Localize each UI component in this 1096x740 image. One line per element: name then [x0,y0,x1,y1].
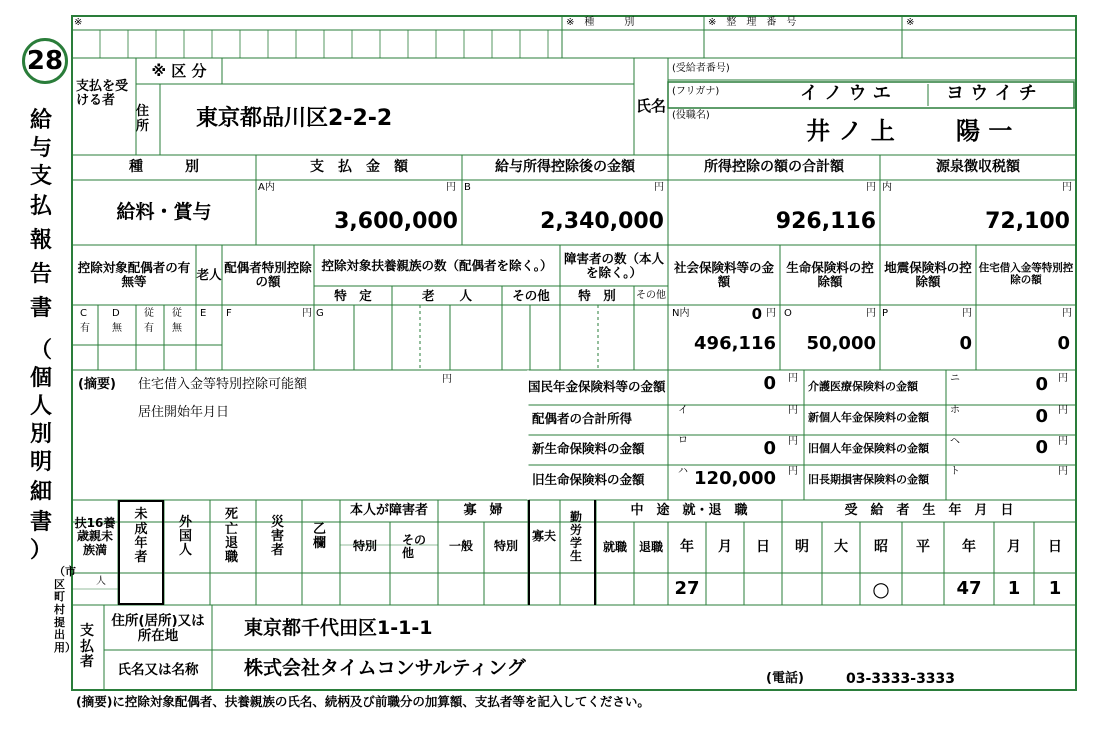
ref-label: ※ 整 理 番 号 [708,17,797,28]
birth-year-label: 年 [962,538,976,555]
birth-month: 1 [1007,578,1021,600]
payment-amount: 3,600,000 [334,209,458,234]
phone-label: (電話) [766,671,804,686]
header-sonota: その他 [636,290,666,301]
header-spouse-special: 配偶者特別控除の額 [224,260,312,289]
title-char: 給 [30,108,53,133]
minor-label: 未成年者 [134,507,148,566]
housing-amount: 0 [1057,333,1070,354]
header-housing: 住宅借入金等特別控除の額 [978,262,1074,286]
recipient-no-label: (受給者番号) [672,63,730,74]
mark-a: A内 [258,182,275,193]
income-type: 給料・賞与 [116,201,212,224]
star-mark: ※ [74,17,83,28]
yen-unit: 円 [766,308,776,319]
era-showa: 昭 [874,538,888,555]
career-year-label: 年 [680,538,694,555]
mark-ju: 従 [172,308,182,319]
spouse-income-label: 配偶者の合計所得 [532,411,633,426]
old-life-label: 旧生命保険料の金額 [532,472,645,487]
title-char: 人 [30,394,53,419]
student-label: 勤労学生 [570,509,583,564]
otsu-label: 乙欄 [313,521,327,551]
title-char: （ [30,338,53,363]
payee-address: 東京都品川区2-2-2 [196,106,393,131]
furigana-family: ヨ ウ イ チ [946,83,1037,104]
yen-unit: 円 [302,308,312,319]
yen-unit: 円 [866,308,876,319]
header-after-deduction: 給与所得控除後の金額 [495,158,635,175]
payer-label: 支払者 [80,623,94,671]
birth-day: 1 [1048,578,1062,600]
mark-d: D [112,308,120,319]
mark-mu: 無 [112,323,122,334]
national-pension-label: 国民年金保険料等の金額 [528,379,666,394]
mark-ha: ハ [678,466,688,477]
header-tokubetsu: 特 別 [578,287,616,303]
disabled-special-label: 特別 [352,539,377,554]
title-char: 払 [30,194,53,219]
taishoku-label: 退職 [638,539,663,554]
after-deduction-amount: 2,340,000 [540,209,664,234]
mark-ni: ニ [950,373,960,384]
payer-name: 株式会社タイムコンサルティング [244,657,526,679]
title-char: 支 [30,164,53,189]
payer-address-label: 住所(居所)又は所在地 [111,612,205,644]
title-char: 報 [30,228,53,253]
remarks-label: (摘要) [78,377,116,392]
mark-yu: 有 [144,323,154,334]
yen-unit: 円 [1058,436,1068,447]
star-mark: ※ [906,17,915,28]
move-in-date-label: 居住開始年月日 [138,405,230,420]
widow-label: 寡 婦 [463,502,503,518]
mark-c: C [80,308,87,319]
social-inner: 0 [751,305,762,323]
header-payment: 支 払 金 額 [310,158,408,175]
foreign-label: 外国人 [179,514,193,559]
mark-n: N内 [672,308,690,319]
yen-unit: 円 [654,182,664,193]
footnote: (摘要)に控除対象配偶者、扶養親族の氏名、続柄及び前職分の加算額、支払者等を記入してください。 [76,694,650,709]
title-char: 書 [30,510,53,535]
yen-unit: 円 [1062,308,1072,319]
old-longterm-label: 旧長期損害保険料の金額 [808,473,929,486]
total-deduction-amount: 926,116 [775,209,876,234]
title-char: 明 [30,450,53,475]
mark-o: O [784,308,792,319]
mark-p: P [882,308,889,319]
disabled-self-label: 本人が障害者 [349,502,428,518]
header-old: 老人 [196,267,222,283]
widow-special-label: 特別 [493,539,518,554]
title-char: 個 [30,366,53,391]
header-quake: 地震保険料の控除額 [884,260,972,289]
yen-unit: 円 [1058,466,1068,477]
birth-month-label: 月 [1007,538,1021,555]
mark-ro: ロ [678,435,688,446]
mark-mu: 無 [172,323,182,334]
mark-ho: ホ [950,405,960,416]
yen-unit: 円 [788,405,798,416]
phone-number: 03-3333-3333 [846,671,956,687]
mark-nin: 人 [96,576,106,587]
mark-g: G [316,308,324,319]
yen-unit: 円 [788,436,798,447]
mark-to: ト [950,466,960,477]
disaster-label: 災害者 [271,514,285,559]
header-disabled: 障害者の数（本人を除く。） [563,251,664,280]
old-pension: 0 [1035,437,1048,458]
header-social: 社会保険料等の金額 [673,260,774,289]
quake-amount: 0 [959,333,972,354]
old-life: 120,000 [694,468,776,489]
yen-unit: 円 [962,308,972,319]
new-life: 0 [763,438,776,459]
era-taisho: 大 [834,538,848,555]
life-amount: 50,000 [806,333,876,354]
yen-unit: 円 [1062,182,1072,193]
furigana-given: イ ノ ウ エ [800,83,891,104]
withholding-amount: 72,100 [985,209,1070,234]
title-char: 与 [30,136,53,161]
header-life: 生命保険料の控除額 [786,260,874,289]
old-pension-label: 旧個人年金保険料の金額 [808,442,929,455]
title-char: 細 [30,480,53,505]
widow-general-label: 一般 [448,539,473,554]
birth-day-label: 日 [1048,538,1062,555]
title-label: (役職名) [672,110,710,121]
name-mei: 陽 一 [956,117,1013,145]
birth-label: 受 給 者 生 年 月 日 [844,502,1014,518]
form-number: 28 [22,38,68,84]
mark-f: F [226,308,232,319]
header-tokutei: 特 定 [334,287,372,303]
mark-i: イ [678,405,688,416]
care-label: 介護医療保険料の金額 [808,380,918,393]
name-sei: 井 ノ 上 [806,117,895,145]
payer-name-label: 氏名又は名称 [117,661,199,678]
social-amount: 496,116 [694,333,776,354]
national-pension: 0 [763,373,776,394]
disabled-other-label: その他 [402,532,427,560]
payer-address: 東京都千代田区1-1-1 [244,617,433,639]
yen-unit: 円 [866,182,876,193]
career-month-label: 月 [718,538,732,555]
yen-unit: 円 [788,373,798,384]
class-label: ※ 種 別 [566,17,635,28]
title-char: 告 [30,262,53,287]
title-char: 別 [30,422,53,447]
furigana-label: (フリガナ) [672,86,720,97]
address-label: 住所 [136,104,150,134]
header-dependents: 控除対象扶養親族の数（配偶者を除く。） [321,258,553,274]
career-label: 中 途 就・退 職 [630,502,748,518]
death-label: 死亡退職 [225,507,239,566]
payee-label: 支払を受ける者 [76,79,129,109]
new-pension: 0 [1035,406,1048,427]
new-pension-label: 新個人年金保険料の金額 [808,411,929,424]
widower-label: 寡夫 [531,529,556,544]
header-spouse: 控除対象配偶者の有無等 [77,260,191,289]
shushoku-label: 就職 [602,539,627,554]
mark-yu: 有 [80,323,90,334]
era-meiji: 明 [795,538,809,555]
header-withholding: 源泉徴収税額 [936,158,1020,175]
yen-unit: 円 [1058,405,1068,416]
header-total-deduction: 所得控除の額の合計額 [704,158,844,175]
mark-ju: 従 [144,308,154,319]
new-life-label: 新生命保険料の金額 [532,441,645,456]
yen-unit: 円 [788,466,798,477]
birth-year: 47 [956,578,982,600]
class-ku-label: ※ 区 分 [151,61,207,80]
yen-unit: 円 [446,182,456,193]
era-heisei: 平 [916,538,930,555]
care-amount: 0 [1035,374,1048,395]
mark-e: E [200,308,207,319]
mark-b: B [464,182,471,193]
header-other: その他 [512,287,550,303]
under16-label: 扶16養歳親未族満 [74,516,116,557]
title-char: ） [30,538,53,563]
title-char: 書 [30,296,53,321]
showa-mark: ○ [872,577,890,601]
mark-uchi: 内 [882,182,892,193]
career-day-label: 日 [756,538,770,555]
yen-unit: 円 [442,374,452,385]
mark-he: ヘ [950,436,960,447]
side-note: （市区町村提出用） [54,565,76,654]
header-rojin: 老 人 [421,287,472,303]
housing-possible-label: 住宅借入金等特別控除可能額 [138,377,308,392]
name-label: 氏名 [635,97,666,116]
yen-unit: 円 [1058,373,1068,384]
header-type: 種 別 [129,158,199,175]
career-year: 27 [674,578,700,600]
